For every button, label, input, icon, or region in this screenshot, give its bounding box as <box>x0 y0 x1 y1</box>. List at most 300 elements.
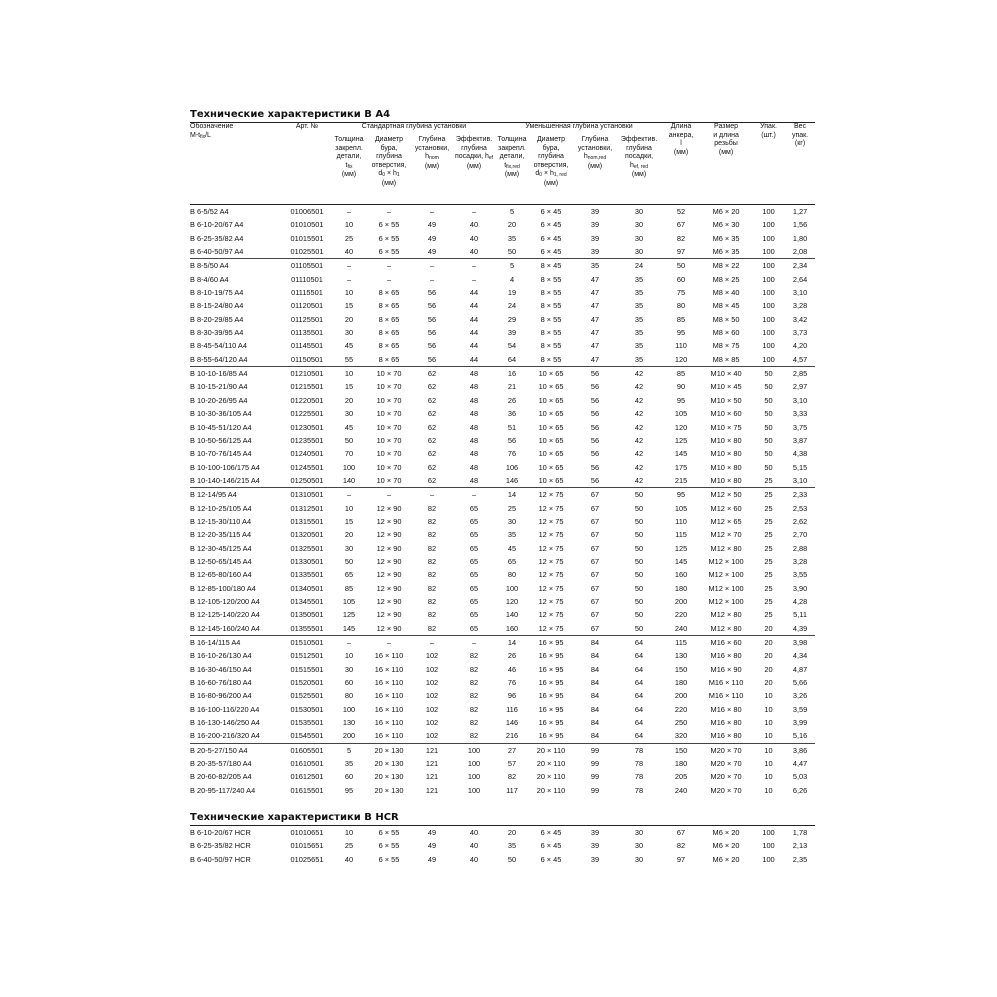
value-cell: 20 <box>764 651 773 661</box>
value-cell: 67 <box>590 623 600 633</box>
art-number-cell: 01150501 <box>290 354 324 364</box>
art-number-cell: 01235501 <box>290 435 324 445</box>
value-cell: 24 <box>616 259 662 273</box>
designation-cell: B 12-10-25/105 A4 <box>190 503 252 513</box>
value-cell: M12 × 100 <box>708 570 744 580</box>
value-cell: 25 <box>764 570 773 580</box>
designation-cell: B 20-60-82/205 A4 <box>190 772 252 782</box>
value-cell: 49 <box>412 826 452 840</box>
designation-cell: B 6-5/52 A4 <box>190 205 282 219</box>
value-cell: 3,10 <box>792 475 808 485</box>
value-cell: 40 <box>344 247 354 257</box>
value-cell: 1,80 <box>792 233 808 243</box>
value-cell: 67 <box>590 543 600 553</box>
art-number-cell: 01240501 <box>290 449 324 459</box>
value-cell: 15 <box>344 301 354 311</box>
value-cell: M12 × 80 <box>710 543 742 553</box>
designation-cell: B 12-30-45/125 A4 <box>190 543 252 553</box>
value-cell: M6 × 35 <box>712 233 740 243</box>
value-cell: 90 <box>676 382 686 392</box>
value-cell: 12 × 90 <box>376 556 402 566</box>
value-cell: M10 × 50 <box>710 395 742 405</box>
table-row <box>190 461 815 474</box>
value-cell: 20 × 110 <box>528 743 574 757</box>
table-row <box>190 515 815 528</box>
value-cell: 78 <box>634 785 644 795</box>
value-cell: – <box>412 488 452 502</box>
value-cell: 10 × 70 <box>376 395 402 405</box>
value-cell: 56 <box>427 301 437 311</box>
designation-cell: B 10-10-16/85 A4 <box>190 367 282 381</box>
value-cell: 3,90 <box>792 583 808 593</box>
col-group-reduced: Уменьшенная глубина установки <box>525 123 633 130</box>
value-cell: 110 <box>675 516 687 526</box>
value-cell: 10 <box>764 785 773 795</box>
value-cell: 12 × 90 <box>376 530 402 540</box>
designation-cell: B 12-14/95 A4 <box>190 488 282 502</box>
value-cell: 56 <box>590 449 600 459</box>
value-cell: 205 <box>674 772 688 782</box>
value-cell: M6 × 20 <box>712 841 740 851</box>
value-cell: 110 <box>675 341 687 351</box>
col-designation: Обозначение $M-t_{fix}/L$ <box>190 123 234 140</box>
value-cell: 3,99 <box>792 718 808 728</box>
value-cell: – <box>366 259 412 273</box>
value-cell: 62 <box>427 382 437 392</box>
value-cell: 56 <box>427 328 437 338</box>
value-cell: 6 × 45 <box>540 220 562 230</box>
value-cell: 65 <box>469 596 479 606</box>
value-cell: 12 × 90 <box>376 610 402 620</box>
table-row <box>190 218 815 231</box>
value-cell: 65 <box>507 556 517 566</box>
value-cell: 82 <box>469 718 479 728</box>
value-cell: 42 <box>634 395 644 405</box>
value-cell: 8 × 55 <box>540 354 562 364</box>
value-cell: 25 <box>507 503 517 513</box>
value-cell: 12 × 75 <box>538 530 564 540</box>
designation-cell: B 8-15-24/80 A4 <box>190 301 244 311</box>
value-cell: 21 <box>507 382 517 392</box>
value-cell: 65 <box>469 530 479 540</box>
value-cell: 180 <box>674 583 688 593</box>
value-cell: 35 <box>634 354 644 364</box>
value-cell: 4,87 <box>792 664 808 674</box>
value-cell: 56 <box>590 409 600 419</box>
value-cell: 35 <box>634 274 644 284</box>
value-cell: – <box>452 636 496 650</box>
value-cell: 99 <box>590 785 600 795</box>
value-cell: 10 × 65 <box>538 409 564 419</box>
art-number-cell: 01220501 <box>290 395 324 405</box>
value-cell: M8 × 50 <box>712 314 740 324</box>
value-cell: 82 <box>676 841 686 851</box>
value-cell: 65 <box>469 623 479 633</box>
value-cell: 65 <box>469 556 479 566</box>
value-cell: 10 <box>764 759 773 769</box>
value-cell: 5,16 <box>792 731 808 741</box>
value-cell: 19 <box>507 288 517 298</box>
value-cell: M16 × 110 <box>708 691 744 701</box>
value-cell: 62 <box>427 395 437 405</box>
value-cell: 4,28 <box>792 596 808 606</box>
value-cell: M10 × 75 <box>710 422 742 432</box>
value-cell: 12 × 75 <box>538 596 564 606</box>
value-cell: 6 × 45 <box>540 233 562 243</box>
art-number-cell: 01530501 <box>290 704 324 714</box>
value-cell: 100 <box>342 462 356 472</box>
value-cell: 62 <box>427 422 437 432</box>
value-cell: 3,86 <box>785 743 815 757</box>
value-cell: 100 <box>762 354 775 364</box>
value-cell: 57 <box>507 759 517 769</box>
value-cell: 10 × 70 <box>376 435 402 445</box>
value-cell: 100 <box>452 743 496 757</box>
value-cell: 2,13 <box>792 841 808 851</box>
col-art: Арт. № <box>295 123 319 130</box>
value-cell: M12 × 100 <box>708 596 744 606</box>
designation-cell: B 16-100-116/220 A4 <box>190 704 260 714</box>
value-cell: 64 <box>634 651 644 661</box>
table-row <box>190 528 815 541</box>
value-cell: 220 <box>674 610 688 620</box>
value-cell: 100 <box>762 288 775 298</box>
value-cell: 39 <box>590 233 600 243</box>
value-cell: 35 <box>507 233 517 243</box>
value-cell: 50 <box>507 247 517 257</box>
value-cell: 320 <box>674 731 688 741</box>
value-cell: M8 × 60 <box>712 328 740 338</box>
value-cell: 25 <box>764 516 773 526</box>
art-number-cell: 01320501 <box>290 530 324 540</box>
value-cell: 102 <box>425 718 439 728</box>
value-cell: – <box>452 259 496 273</box>
value-cell: 47 <box>590 354 600 364</box>
value-cell: 64 <box>634 664 644 674</box>
value-cell: M10 × 45 <box>710 382 742 392</box>
col-thread: Размер и длина резьбы (мм) <box>713 123 739 156</box>
value-cell: 115 <box>662 636 700 650</box>
value-cell: 25 <box>764 503 773 513</box>
value-cell: 30 <box>344 543 354 553</box>
designation-cell: B 8-55-64/120 A4 <box>190 354 248 364</box>
value-cell: 35 <box>634 301 644 311</box>
value-cell: 20 <box>507 220 517 230</box>
value-cell: 85 <box>344 583 354 593</box>
value-cell: 82 <box>469 651 479 661</box>
value-cell: 75 <box>676 288 686 298</box>
value-cell: 56 <box>507 435 517 445</box>
value-cell: 10 <box>344 288 354 298</box>
value-cell: 20 <box>764 623 773 633</box>
value-cell: 67 <box>676 220 686 230</box>
designation-cell: B 10-20-26/95 A4 <box>190 395 248 405</box>
value-cell: 48 <box>469 475 479 485</box>
value-cell: 85 <box>662 367 700 381</box>
designation-cell: B 12-145-160/240 A4 <box>190 623 260 633</box>
value-cell: 4,38 <box>792 449 808 459</box>
value-cell: 64 <box>634 718 644 728</box>
table-row <box>190 729 815 743</box>
value-cell: 50 <box>344 556 354 566</box>
designation-cell: B 10-140-146/215 A4 <box>190 475 260 485</box>
value-cell: 56 <box>590 435 600 445</box>
value-cell: 6 × 55 <box>378 841 400 851</box>
table-row <box>190 299 815 312</box>
value-cell: 10 × 70 <box>376 409 402 419</box>
value-cell: 100 <box>752 826 785 840</box>
value-cell: 60 <box>344 772 354 782</box>
designation-cell: B 16-200-216/320 A4 <box>190 731 260 741</box>
value-cell: 49 <box>427 854 437 864</box>
value-cell: 2,62 <box>792 516 808 526</box>
value-cell: 2,85 <box>785 367 815 381</box>
value-cell: 3,10 <box>792 395 808 405</box>
a4-table-header <box>190 123 815 205</box>
value-cell: M12 × 100 <box>708 556 744 566</box>
value-cell: 25 <box>752 488 785 502</box>
value-cell: 125 <box>674 435 688 445</box>
designation-cell: B 8-45-54/110 A4 <box>190 341 247 351</box>
value-cell: M6 × 20 <box>700 826 752 840</box>
value-cell: 16 × 110 <box>374 704 404 714</box>
art-number-cell: 01355501 <box>290 623 324 633</box>
table-row <box>190 488 815 502</box>
value-cell: 3,98 <box>785 636 815 650</box>
art-number-cell: 01515501 <box>290 664 324 674</box>
value-cell: 30 <box>634 854 644 864</box>
value-cell: 3,75 <box>792 422 808 432</box>
table-row <box>190 784 815 797</box>
table-row <box>190 474 815 488</box>
table-row <box>190 339 815 352</box>
value-cell: 62 <box>427 449 437 459</box>
value-cell: M16 × 110 <box>708 678 744 688</box>
value-cell: 50 <box>634 556 644 566</box>
designation-cell: B 10-50-56/125 A4 <box>190 435 252 445</box>
value-cell: 120 <box>674 422 688 432</box>
value-cell: 50 <box>764 449 773 459</box>
value-cell: – <box>346 274 352 284</box>
value-cell: 20 <box>496 826 528 840</box>
art-number-cell: 01325501 <box>290 543 324 553</box>
value-cell: – <box>452 488 496 502</box>
table-row <box>190 770 815 783</box>
value-cell: 82 <box>469 731 479 741</box>
value-cell: 78 <box>634 772 644 782</box>
table-row <box>190 502 815 515</box>
value-cell: 67 <box>590 516 600 526</box>
value-cell: 30 <box>634 233 644 243</box>
value-cell: 160 <box>505 623 519 633</box>
value-cell: 65 <box>469 503 479 513</box>
value-cell: 45 <box>344 422 354 432</box>
value-cell: 130 <box>674 651 688 661</box>
value-cell: 35 <box>634 341 644 351</box>
value-cell: 6 × 45 <box>528 205 574 219</box>
value-cell: 82 <box>427 623 437 633</box>
value-cell: 146 <box>505 718 519 728</box>
designation-cell: B 16-80-96/200 A4 <box>190 691 252 701</box>
art-number-cell: 01520501 <box>290 678 324 688</box>
value-cell: 47 <box>590 274 600 284</box>
value-cell: 48 <box>469 435 479 445</box>
value-cell: 102 <box>425 664 439 674</box>
value-cell: 25 <box>764 543 773 553</box>
value-cell: 102 <box>425 731 439 741</box>
art-number-cell: 01245501 <box>290 462 324 472</box>
value-cell: 10 × 65 <box>528 367 574 381</box>
value-cell: 56 <box>590 382 600 392</box>
art-number-cell: 01120501 <box>290 301 324 311</box>
value-cell: 48 <box>469 422 479 432</box>
value-cell: 82 <box>427 530 437 540</box>
value-cell: 39 <box>590 220 600 230</box>
value-cell: 10 × 70 <box>376 462 402 472</box>
value-cell: 49 <box>427 841 437 851</box>
value-cell: 10 <box>764 731 773 741</box>
value-cell: 10 <box>764 704 773 714</box>
value-cell: 8 × 55 <box>540 328 562 338</box>
value-cell: 117 <box>506 785 518 795</box>
value-cell: 84 <box>590 678 600 688</box>
art-number-cell: 01612501 <box>290 772 324 782</box>
value-cell: 82 <box>469 704 479 714</box>
value-cell: 35 <box>574 259 616 273</box>
value-cell: 100 <box>752 259 785 273</box>
art-number-cell: 01615501 <box>290 785 324 795</box>
art-number-cell: 01006501 <box>282 205 332 219</box>
value-cell: 35 <box>634 288 644 298</box>
value-cell: 47 <box>590 301 600 311</box>
designation-cell: B 10-45-51/120 A4 <box>190 422 252 432</box>
table-row <box>190 407 815 420</box>
value-cell: 12 × 90 <box>376 570 402 580</box>
value-cell: 44 <box>469 354 479 364</box>
value-cell: 65 <box>469 543 479 553</box>
value-cell: 49 <box>427 247 437 257</box>
value-cell: 50 <box>634 543 644 553</box>
art-number-cell: 01025501 <box>290 247 324 257</box>
value-cell: 84 <box>590 704 600 714</box>
value-cell: 20 × 130 <box>374 759 404 769</box>
value-cell: 25 <box>764 530 773 540</box>
value-cell: 20 <box>344 395 354 405</box>
value-cell: 20 × 110 <box>536 772 566 782</box>
value-cell: 12 × 75 <box>538 583 564 593</box>
designation-cell: B 8-5/50 A4 <box>190 259 282 273</box>
value-cell: 49 <box>427 233 437 243</box>
value-cell: M10 × 80 <box>710 462 742 472</box>
value-cell: 30 <box>344 664 354 674</box>
table-row <box>190 649 815 662</box>
value-cell: 100 <box>762 854 775 864</box>
table-row <box>190 326 815 339</box>
value-cell: 100 <box>762 314 775 324</box>
value-cell: 20 <box>764 664 773 674</box>
value-cell: 62 <box>412 367 452 381</box>
value-cell: 3,42 <box>792 314 808 324</box>
value-cell: M16 × 60 <box>700 636 752 650</box>
value-cell: 16 <box>496 367 528 381</box>
art-number-cell: 01010501 <box>290 220 324 230</box>
value-cell: 12 × 75 <box>538 556 564 566</box>
value-cell: 47 <box>590 341 600 351</box>
table-row <box>190 689 815 702</box>
value-cell: 3,28 <box>792 301 808 311</box>
value-cell: 100 <box>467 772 481 782</box>
value-cell: 46 <box>507 664 517 674</box>
value-cell: 10 × 65 <box>538 382 564 392</box>
value-cell: 42 <box>634 382 644 392</box>
value-cell: 16 × 95 <box>528 636 574 650</box>
value-cell: 2,33 <box>785 488 815 502</box>
col-length: Длина анкера, l (мм) <box>668 123 694 156</box>
value-cell: 14 <box>496 636 528 650</box>
value-cell: 12 × 90 <box>376 623 402 633</box>
value-cell: 12 × 90 <box>376 596 402 606</box>
value-cell: 12 × 75 <box>528 488 574 502</box>
value-cell: 40 <box>469 220 479 230</box>
value-cell: 48 <box>469 382 479 392</box>
value-cell: 24 <box>507 301 517 311</box>
value-cell: 10 × 70 <box>376 382 402 392</box>
art-number-cell: 01250501 <box>290 475 324 485</box>
col-red-drill: Диаметр бура, глубина отверстия, $d_0 \times h_{1, red}$ (мм) <box>533 136 569 187</box>
value-cell: 82 <box>427 556 437 566</box>
value-cell: 52 <box>662 205 700 219</box>
value-cell: 4,39 <box>792 623 808 633</box>
value-cell: 65 <box>469 583 479 593</box>
art-number-cell: 01025651 <box>290 854 324 864</box>
table-row <box>190 636 815 650</box>
value-cell: 50 <box>634 623 644 633</box>
designation-cell: B 10-100-106/175 A4 <box>190 462 260 472</box>
value-cell: 125 <box>342 610 356 620</box>
art-number-cell: 01145501 <box>290 341 324 351</box>
value-cell: 27 <box>496 743 528 757</box>
value-cell: 40 <box>452 826 496 840</box>
value-cell: 56 <box>427 341 437 351</box>
value-cell: 121 <box>425 772 439 782</box>
value-cell: 82 <box>427 570 437 580</box>
value-cell: 250 <box>674 718 688 728</box>
col-group-standard: Стандартная глубина установки <box>361 123 467 130</box>
value-cell: 121 <box>425 759 439 769</box>
table-row <box>190 663 815 676</box>
value-cell: M16 × 80 <box>710 731 742 741</box>
value-cell: M20 × 70 <box>710 785 742 795</box>
value-cell: 40 <box>469 841 479 851</box>
designation-cell: B 12-50-65/145 A4 <box>190 556 252 566</box>
value-cell: 67 <box>590 503 600 513</box>
value-cell: M12 × 60 <box>710 503 742 513</box>
value-cell: 64 <box>507 354 517 364</box>
value-cell: 5 <box>496 259 528 273</box>
table-row <box>190 380 815 393</box>
value-cell: 50 <box>634 583 644 593</box>
value-cell: 4,57 <box>792 354 808 364</box>
value-cell: 44 <box>469 328 479 338</box>
value-cell: 8 × 65 <box>378 328 400 338</box>
value-cell: 216 <box>505 731 519 741</box>
value-cell: 55 <box>344 354 354 364</box>
designation-cell: B 6-25-35/82 A4 <box>190 233 244 243</box>
value-cell: 54 <box>507 341 517 351</box>
value-cell: 80 <box>507 570 517 580</box>
a4-title: Технические характеристики B A4 <box>190 109 391 120</box>
value-cell: M12 × 100 <box>708 583 744 593</box>
